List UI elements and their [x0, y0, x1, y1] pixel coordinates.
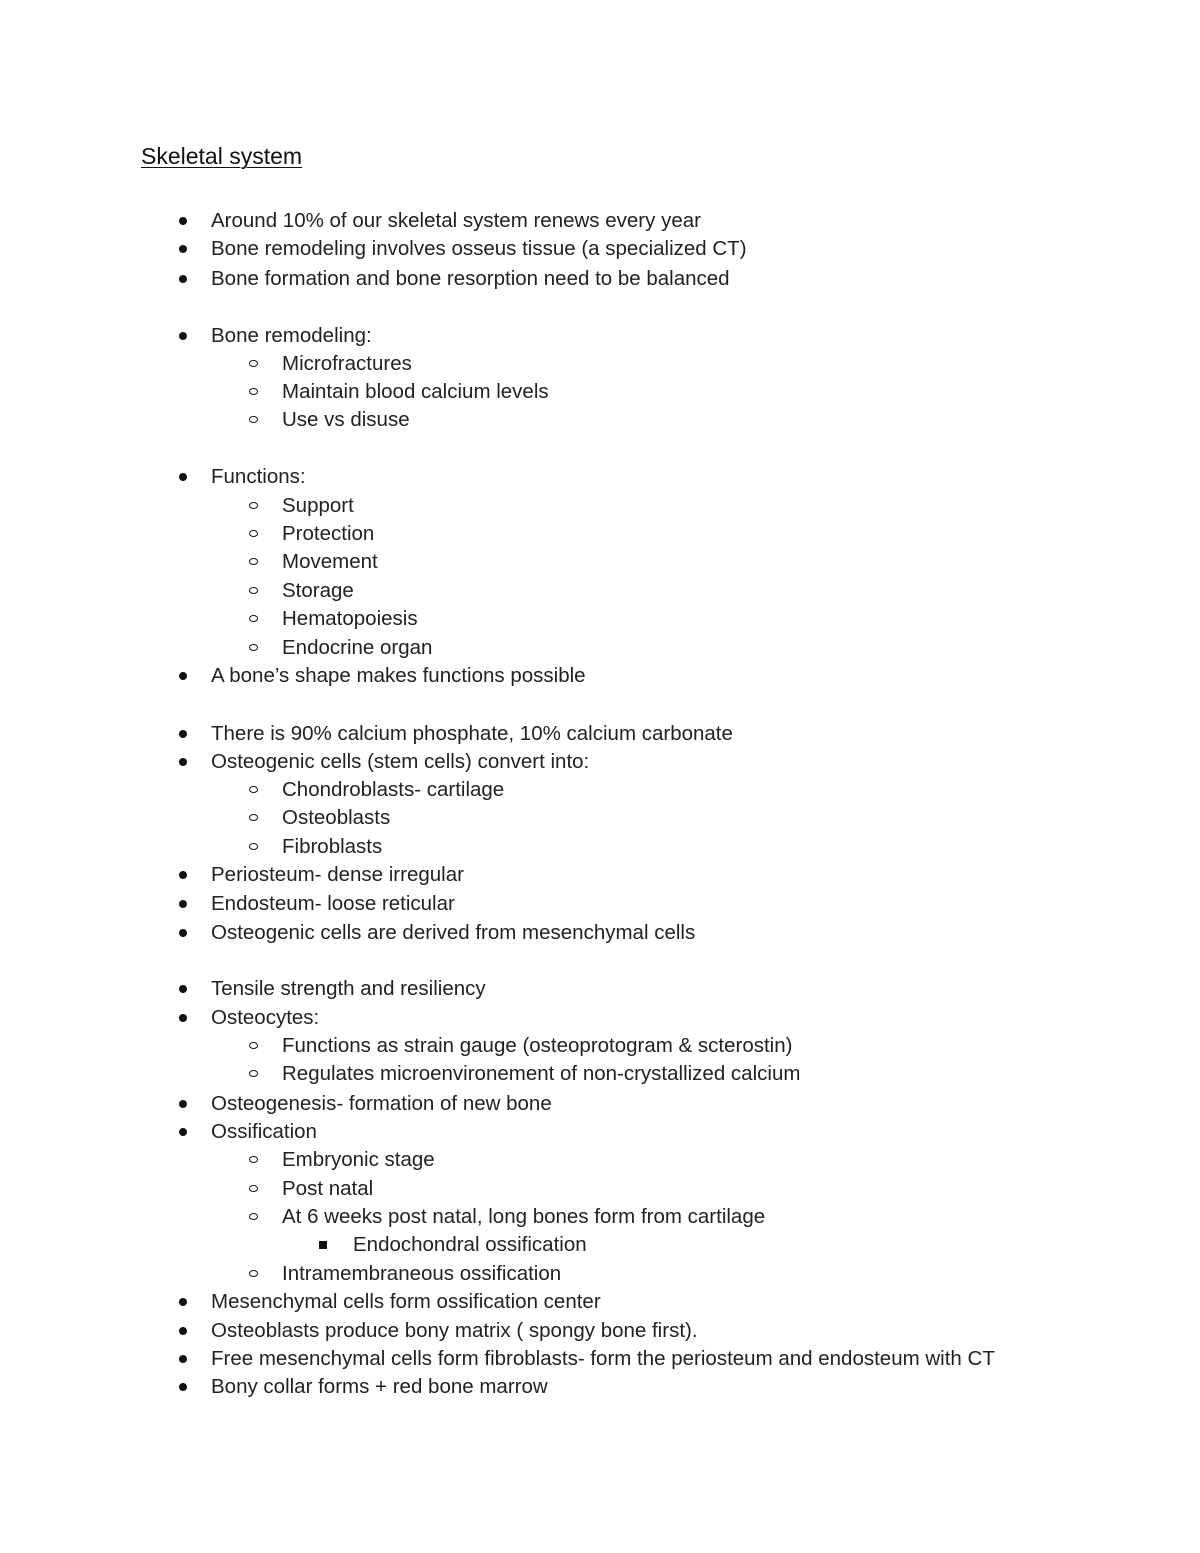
filled-circle-bullet-icon	[179, 1128, 187, 1136]
list-item-text: Ossification	[211, 1120, 317, 1143]
list-item-text: Functions as strain gauge (osteoprotogram & scterostin)	[282, 1034, 793, 1057]
filled-circle-bullet-icon	[179, 332, 187, 340]
list-item	[0, 548, 1200, 576]
list-item-text: Osteocytes:	[211, 1006, 320, 1029]
list-item	[0, 1004, 1200, 1032]
list-item	[0, 1288, 1200, 1316]
hollow-circle-bullet-icon	[249, 843, 258, 850]
hollow-circle-bullet-icon	[249, 786, 258, 793]
list-item	[0, 919, 1200, 947]
filled-circle-bullet-icon	[179, 1014, 187, 1022]
hollow-circle-bullet-icon	[249, 1070, 258, 1077]
filled-circle-bullet-icon	[179, 730, 187, 738]
list-item	[0, 1231, 1200, 1259]
list-item	[0, 1373, 1200, 1401]
list-item-text: Microfractures	[282, 352, 412, 375]
list-item	[0, 350, 1200, 378]
list-item	[0, 1090, 1200, 1118]
list-item-text: Bony collar forms + red bone marrow	[211, 1375, 548, 1398]
list-item-text: Osteogenic cells (stem cells) convert into:	[211, 750, 590, 773]
list-item	[0, 1203, 1200, 1231]
list-item	[0, 662, 1200, 690]
list-item-text: Bone remodeling involves osseus tissue (a specialized CT)	[211, 237, 747, 260]
list-item-text: Osteoblasts produce bony matrix ( spongy bone first).	[211, 1319, 698, 1342]
hollow-circle-bullet-icon	[249, 587, 258, 594]
hollow-circle-bullet-icon	[249, 416, 258, 423]
list-item	[0, 1175, 1200, 1203]
list-item	[0, 1118, 1200, 1146]
list-item-text: At 6 weeks post natal, long bones form from cartilage	[282, 1205, 766, 1228]
list-item	[0, 748, 1200, 776]
list-item-text: Maintain blood calcium levels	[282, 380, 549, 403]
list-item-text: Intramembraneous ossification	[282, 1262, 562, 1285]
list-item-text: Tensile strength and resiliency	[211, 977, 486, 1000]
filled-circle-bullet-icon	[179, 900, 187, 908]
hollow-circle-bullet-icon	[249, 1270, 258, 1277]
list-item	[0, 833, 1200, 861]
list-item-text: Storage	[282, 579, 354, 602]
hollow-circle-bullet-icon	[249, 615, 258, 622]
list-item-text: Post natal	[282, 1177, 374, 1200]
hollow-circle-bullet-icon	[249, 1156, 258, 1163]
list-item	[0, 235, 1200, 263]
list-item-text: Protection	[282, 522, 375, 545]
filled-circle-bullet-icon	[179, 275, 187, 283]
list-item-text: Movement	[282, 550, 378, 573]
list-item-text: Embryonic stage	[282, 1148, 435, 1171]
hollow-circle-bullet-icon	[249, 502, 258, 509]
page-title: Skeletal system	[141, 143, 303, 169]
list-item	[0, 861, 1200, 889]
filled-circle-bullet-icon	[179, 985, 187, 993]
list-item-text: Support	[282, 494, 354, 517]
list-item-text: Fibroblasts	[282, 835, 383, 858]
list-item-text: Endosteum- loose reticular	[211, 892, 455, 915]
list-item-text: Chondroblasts- cartilage	[282, 778, 505, 801]
list-item	[0, 406, 1200, 434]
list-item-text: Osteoblasts	[282, 806, 391, 829]
list-item	[0, 1060, 1200, 1088]
list-item	[0, 207, 1200, 235]
list-item	[0, 1260, 1200, 1288]
list-item	[0, 577, 1200, 605]
list-item-text: Around 10% of our skeletal system renews every year	[211, 209, 701, 232]
list-item-text: Regulates microenvironement of non-crystallized calcium	[282, 1062, 801, 1085]
hollow-circle-bullet-icon	[249, 558, 258, 565]
hollow-circle-bullet-icon	[249, 360, 258, 367]
filled-circle-bullet-icon	[179, 473, 187, 481]
filled-circle-bullet-icon	[179, 217, 187, 225]
square-bullet-icon	[319, 1241, 327, 1249]
filled-circle-bullet-icon	[179, 1298, 187, 1306]
list-item-text: Hematopoiesis	[282, 607, 418, 630]
list-item-text: Functions:	[211, 465, 306, 488]
filled-circle-bullet-icon	[179, 245, 187, 253]
list-item	[0, 1345, 1200, 1373]
filled-circle-bullet-icon	[179, 1100, 187, 1108]
list-item	[0, 1317, 1200, 1345]
filled-circle-bullet-icon	[179, 672, 187, 680]
list-item-text: Periosteum- dense irregular	[211, 863, 464, 886]
filled-circle-bullet-icon	[179, 758, 187, 766]
list-item-text: A bone’s shape makes functions possible	[211, 664, 586, 687]
list-item	[0, 1032, 1200, 1060]
list-item	[0, 520, 1200, 548]
list-item	[0, 890, 1200, 918]
hollow-circle-bullet-icon	[249, 1213, 258, 1220]
hollow-circle-bullet-icon	[249, 644, 258, 651]
list-item-text: Endocrine organ	[282, 636, 433, 659]
list-item	[0, 265, 1200, 293]
list-item-text: There is 90% calcium phosphate, 10% calcium carbonate	[211, 722, 733, 745]
list-item	[0, 322, 1200, 350]
list-item-text: Use vs disuse	[282, 408, 410, 431]
list-item-text: Bone formation and bone resorption need to be balanced	[211, 267, 730, 290]
list-item	[0, 492, 1200, 520]
hollow-circle-bullet-icon	[249, 1185, 258, 1192]
hollow-circle-bullet-icon	[249, 530, 258, 537]
list-item-text: Free mesenchymal cells form fibroblasts- form the periosteum and endosteum with CT	[211, 1347, 995, 1370]
list-item	[0, 378, 1200, 406]
list-item	[0, 776, 1200, 804]
list-item-text: Bone remodeling:	[211, 324, 372, 347]
list-item-text: Osteogenesis- formation of new bone	[211, 1092, 552, 1115]
list-item	[0, 463, 1200, 491]
list-item	[0, 1146, 1200, 1174]
filled-circle-bullet-icon	[179, 1355, 187, 1363]
list-item-text: Endochondral ossification	[353, 1233, 587, 1256]
list-item-text: Osteogenic cells are derived from mesenchymal cells	[211, 921, 696, 944]
filled-circle-bullet-icon	[179, 1383, 187, 1391]
filled-circle-bullet-icon	[179, 1327, 187, 1335]
hollow-circle-bullet-icon	[249, 388, 258, 395]
list-item	[0, 804, 1200, 832]
hollow-circle-bullet-icon	[249, 814, 258, 821]
list-item	[0, 975, 1200, 1003]
filled-circle-bullet-icon	[179, 929, 187, 937]
hollow-circle-bullet-icon	[249, 1042, 258, 1049]
filled-circle-bullet-icon	[179, 871, 187, 879]
list-item	[0, 720, 1200, 748]
list-item-text: Mesenchymal cells form ossification center	[211, 1290, 601, 1313]
list-item	[0, 634, 1200, 662]
list-item	[0, 605, 1200, 633]
